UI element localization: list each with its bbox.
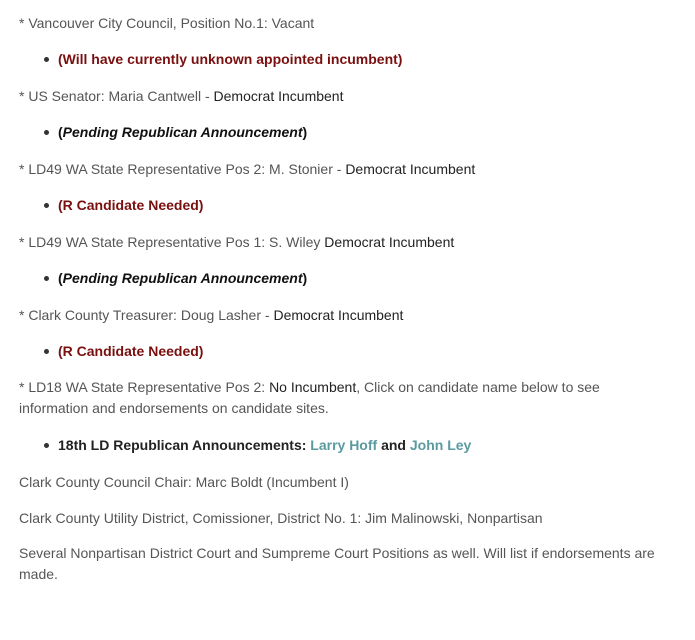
note-text: Several Nonpartisan District Court and Sumpreme Court Positions as well. Will list if endorsements are made. [19, 545, 655, 582]
note-text: (Will have currently unknown appointed incumbent) [58, 51, 403, 67]
race-text: * LD49 WA State Representative Pos 2: M. Stonier - [19, 161, 346, 177]
race-note [44, 122, 307, 142]
note-text: Pending Republican Announcement [62, 270, 303, 286]
race-text: Clark County Council Chair: Marc Boldt (Incumbent I) [19, 474, 349, 490]
race-text: Clark County Utility District, Comissioner, District No. 1: Jim Malinowski, Nonpartisan [19, 510, 543, 526]
race-note [44, 195, 203, 215]
race-us-senator [19, 86, 343, 106]
race-instructions: , Click on candidate name below to see information and endorsements on candidate sites. [19, 379, 600, 416]
candidate-link-john-ley[interactable]: John Ley [409, 437, 472, 453]
ld18-announcements [44, 435, 471, 455]
bullet-dot-icon [44, 443, 49, 448]
note-text: Pending Republican Announcement [62, 124, 303, 140]
race-county-council-chair [19, 472, 349, 492]
note-text: (R Candidate Needed) [58, 197, 204, 213]
note-open: ( [58, 270, 63, 286]
incumbent-label: Democrat Incumbent [324, 234, 455, 250]
no-incumbent-label: No Incumbent [269, 379, 357, 395]
note-open: ( [58, 124, 63, 140]
incumbent-label: Democrat Incumbent [213, 88, 344, 104]
bullet-dot-icon [44, 349, 49, 354]
race-text: * Clark County Treasurer: Doug Lasher - [19, 307, 274, 323]
race-ld49-pos2 [19, 159, 475, 179]
incumbent-label: Democrat Incumbent [345, 161, 476, 177]
race-vancouver-council [19, 13, 314, 33]
race-ld49-pos1 [19, 232, 454, 252]
race-utility-district [19, 508, 543, 528]
race-ld18-pos2 [19, 377, 669, 419]
race-text: * LD18 WA State Representative Pos 2: [19, 379, 270, 395]
bullet-dot-icon [44, 276, 49, 281]
bullet-dot-icon [44, 203, 49, 208]
race-text: * US Senator: Maria Cantwell - [19, 88, 214, 104]
bullet-dot-icon [44, 130, 49, 135]
incumbent-label: Democrat Incumbent [273, 307, 404, 323]
candidate-link-larry-hoff[interactable]: Larry Hoff [310, 437, 378, 453]
note-close: ) [302, 270, 308, 286]
race-note [44, 341, 203, 361]
race-text: * LD49 WA State Representative Pos 1: S. Wiley [19, 234, 325, 250]
race-county-treasurer [19, 305, 403, 325]
note-text: (R Candidate Needed) [58, 343, 204, 359]
race-note [44, 268, 307, 288]
race-text: * Vancouver City Council, Position No.1: Vacant [19, 15, 315, 31]
and-text: and [377, 437, 410, 453]
courts-note [19, 543, 669, 585]
announcements-label: 18th LD Republican Announcements: [58, 437, 311, 453]
bullet-dot-icon [44, 57, 49, 62]
race-note [44, 49, 402, 69]
note-close: ) [302, 124, 308, 140]
